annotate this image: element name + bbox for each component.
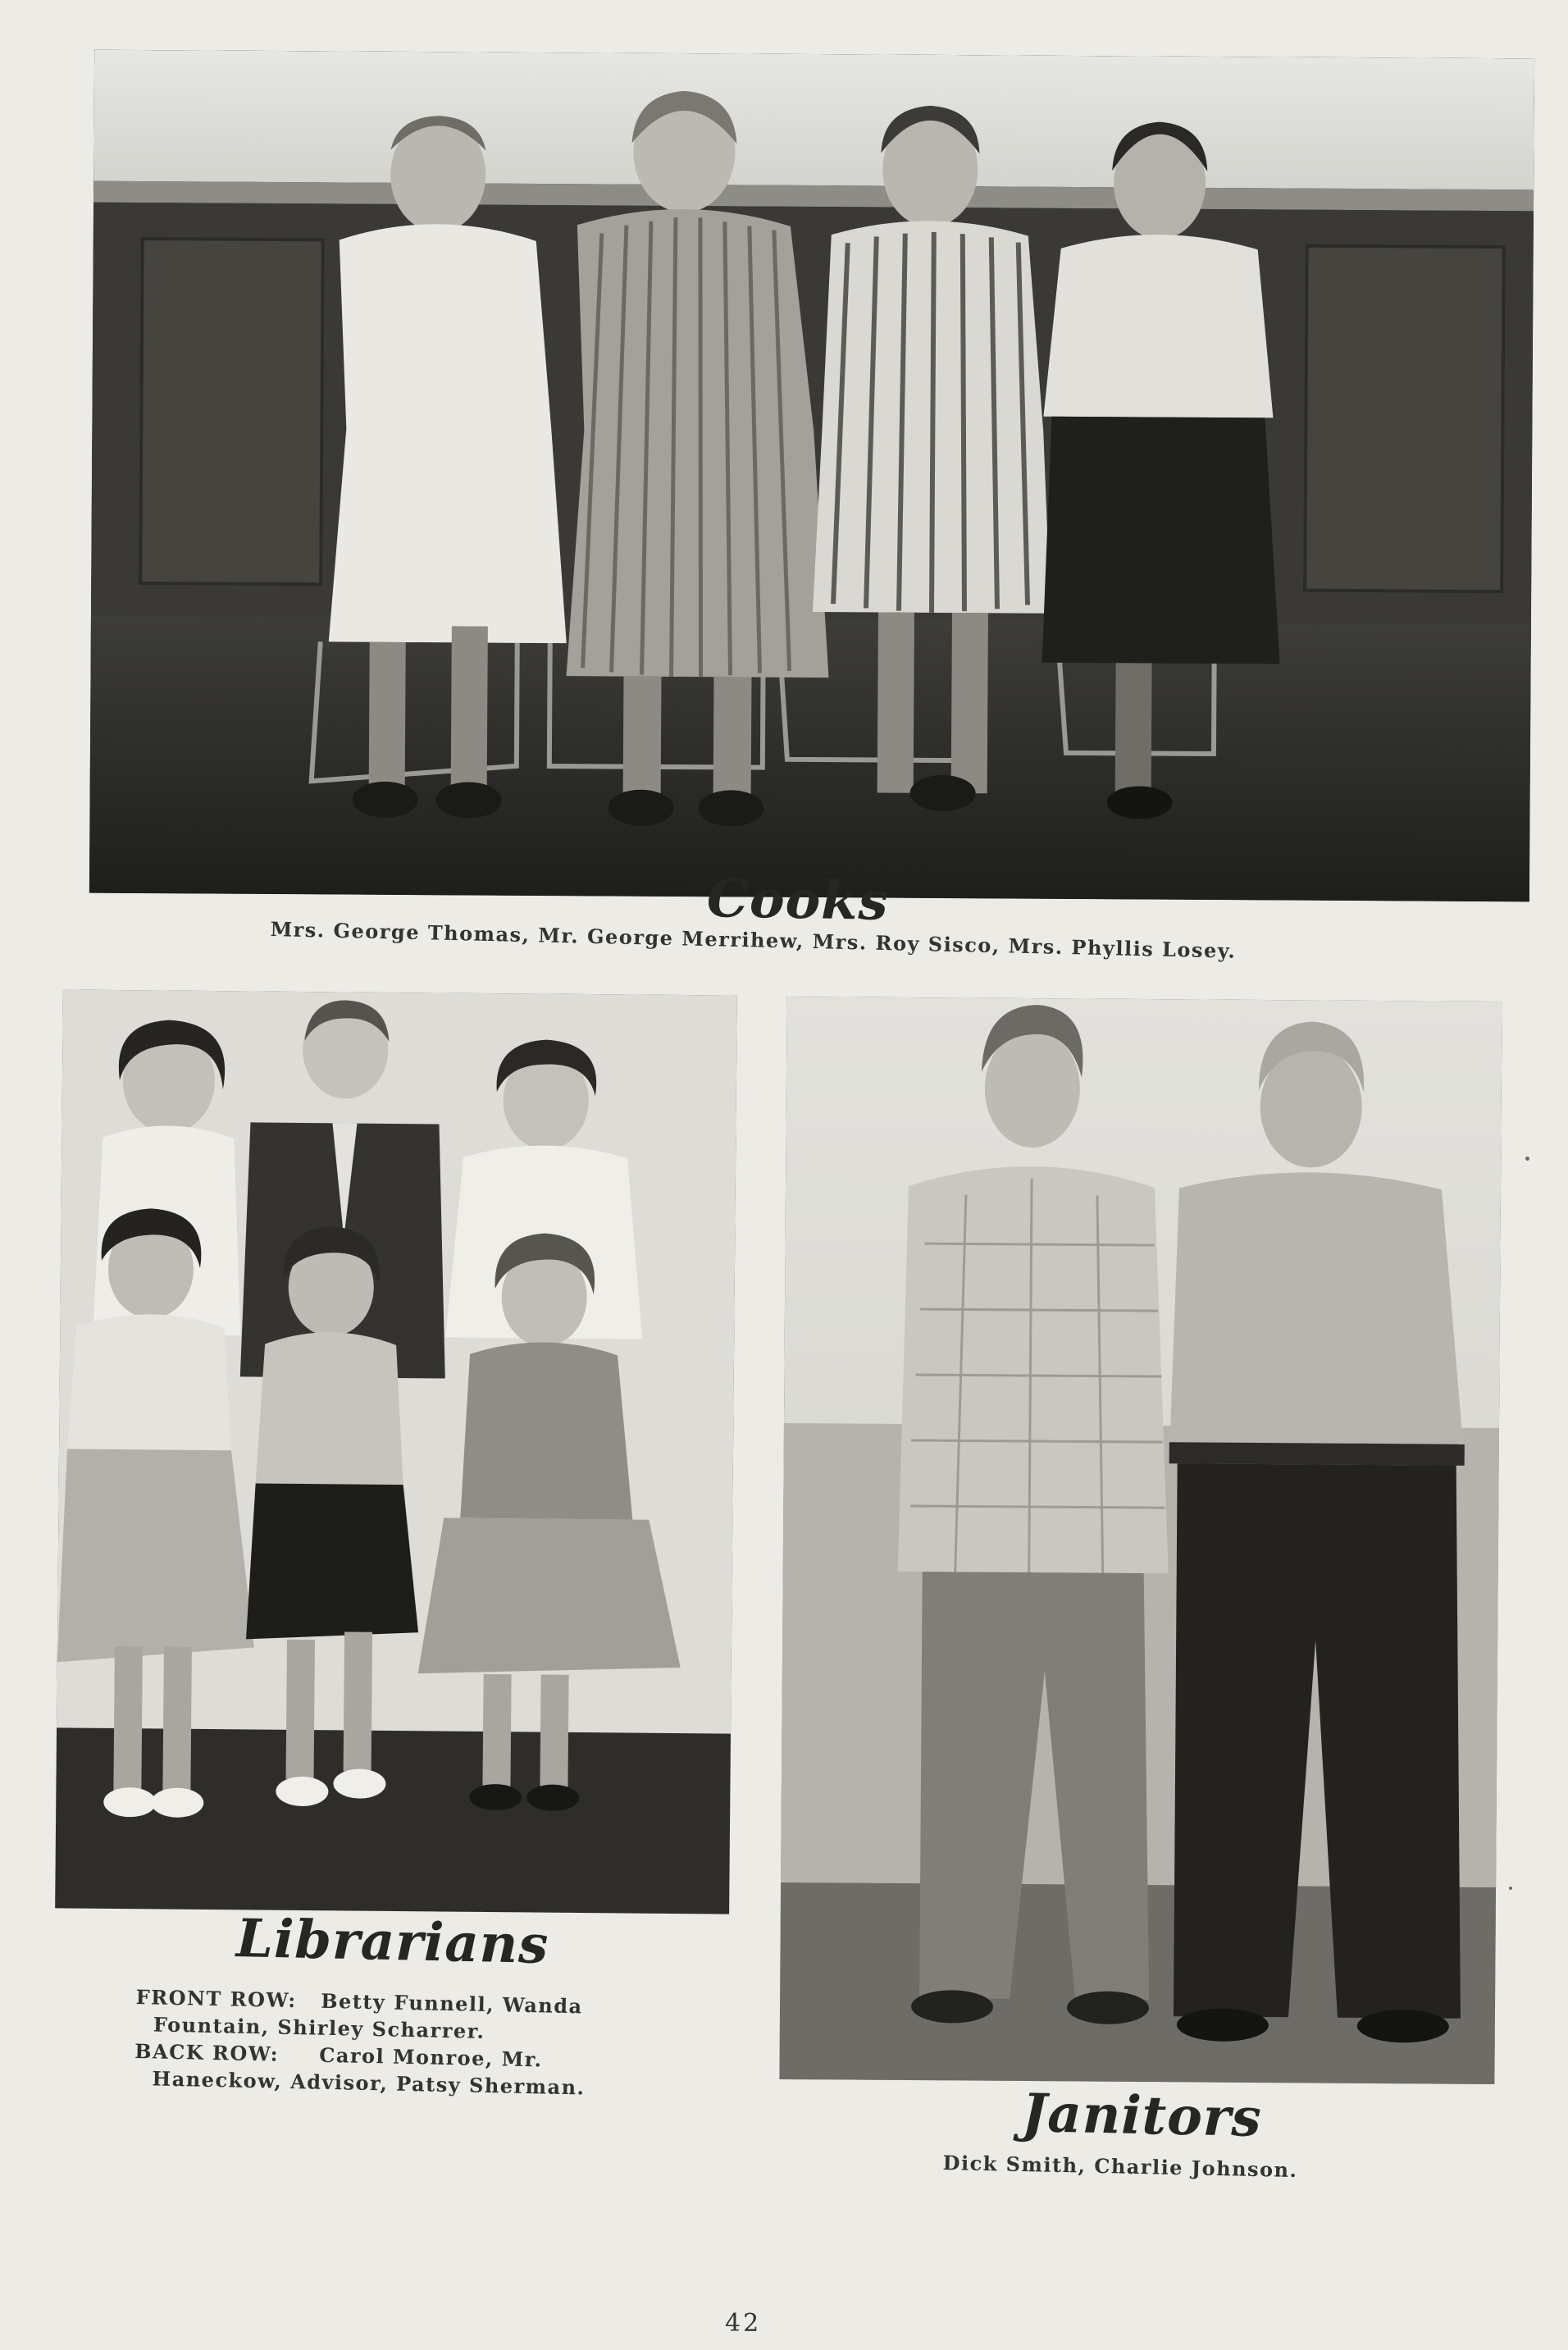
front-row-names-line2: Fountain, Shirley Scharrer.: [153, 2012, 485, 2043]
cooks-title: Cooks: [706, 868, 890, 933]
librarians-caption: [134, 1983, 645, 2102]
front-row-label: FRONT ROW:: [135, 1984, 297, 2013]
back-row-names-line2: Haneckow, Advisor, Patsy Sherman.: [152, 2066, 586, 2100]
librarians-title: Librarians: [235, 1908, 550, 1976]
front-row-names-line1: Betty Funnell, Wanda: [320, 1988, 583, 2019]
back-row-names-line1: Carol Monroe, Mr.: [318, 2042, 543, 2072]
cooks-photo: [89, 50, 1534, 902]
cooks-caption: Mrs. George Thomas, Mr. George Merrihew, Mrs. Roy Sisco, Mrs. Phyllis Losey.: [270, 917, 1237, 963]
back-row-label: BACK ROW:: [134, 2038, 280, 2066]
janitors-photo: [779, 997, 1502, 2084]
print-speck: [1509, 1887, 1512, 1890]
librarians-photo: [55, 989, 737, 1914]
print-speck: [1525, 1157, 1529, 1161]
janitors-title: Janitors: [1021, 2082, 1263, 2150]
page-number: 42: [725, 2309, 762, 2338]
janitors-caption: Dick Smith, Charlie Johnson.: [942, 2151, 1298, 2183]
